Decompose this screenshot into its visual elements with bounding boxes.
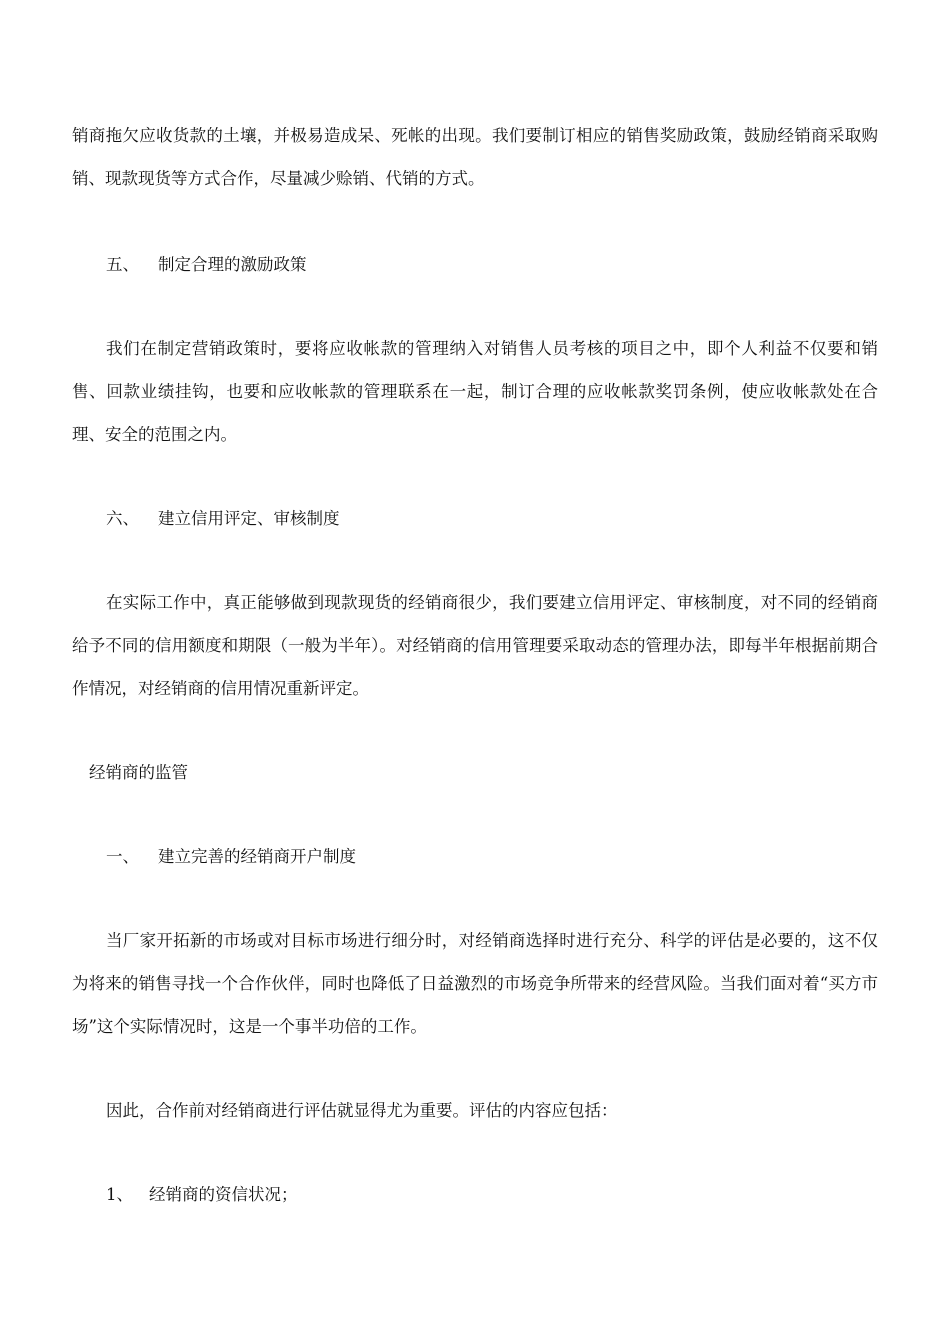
heading-number: 六、 <box>106 509 139 528</box>
heading-text: 建立完善的经销商开户制度 <box>158 847 356 866</box>
heading-six <box>106 497 340 540</box>
paragraph-credit: 在实际工作中，真正能够做到现款现货的经销商很少，我们要建立信用评定、审核制度，对不同的经销商给予不同的信用额度和期限（一般为半年）。对经销商的信用管理要采取动态的管理办法，即每半年根据前期合作情况，对经销商的信用情况重新评定。 <box>72 593 878 698</box>
list-number: 1、 <box>106 1185 133 1204</box>
heading-text: 制定合理的激励政策 <box>158 255 307 274</box>
section-title: 经销商的监管 <box>89 763 188 782</box>
list-item-1 <box>106 1173 298 1216</box>
heading-number: 一、 <box>106 847 139 866</box>
paragraph-incentive: 我们在制定营销政策时，要将应收帐款的管理纳入对销售人员考核的项目之中，即个人利益不仅要和销售、回款业绩挂钩，也要和应收帐款的管理联系在一起，制订合理的应收帐款奖罚条例，使应收帐款处在合理、安全的范围之内。 <box>72 339 878 444</box>
heading-five <box>106 243 307 286</box>
heading-one <box>106 835 356 878</box>
list-text: 经销商的资信状况； <box>149 1185 298 1204</box>
heading-number: 五、 <box>106 255 139 274</box>
paragraph-evaluation: 因此，合作前对经销商进行评估就显得尤为重要。评估的内容应包括： <box>106 1101 618 1120</box>
paragraph-account-opening: 当厂家开拓新的市场或对目标市场进行细分时，对经销商选择时进行充分、科学的评估是必要的，这不仅为将来的销售寻找一个合作伙伴，同时也降低了日益激烈的市场竞争所带来的经营风险。当我们面对着“买方市场”这个实际情况时，这是一个事半功倍的工作。 <box>72 931 878 1036</box>
paragraph-intro: 销商拖欠应收货款的土壤，并极易造成呆、死帐的出现。我们要制订相应的销售奖励政策，鼓励经销商采取购销、现款现货等方式合作，尽量减少赊销、代销的方式。 <box>72 126 878 188</box>
heading-text: 建立信用评定、审核制度 <box>158 509 340 528</box>
